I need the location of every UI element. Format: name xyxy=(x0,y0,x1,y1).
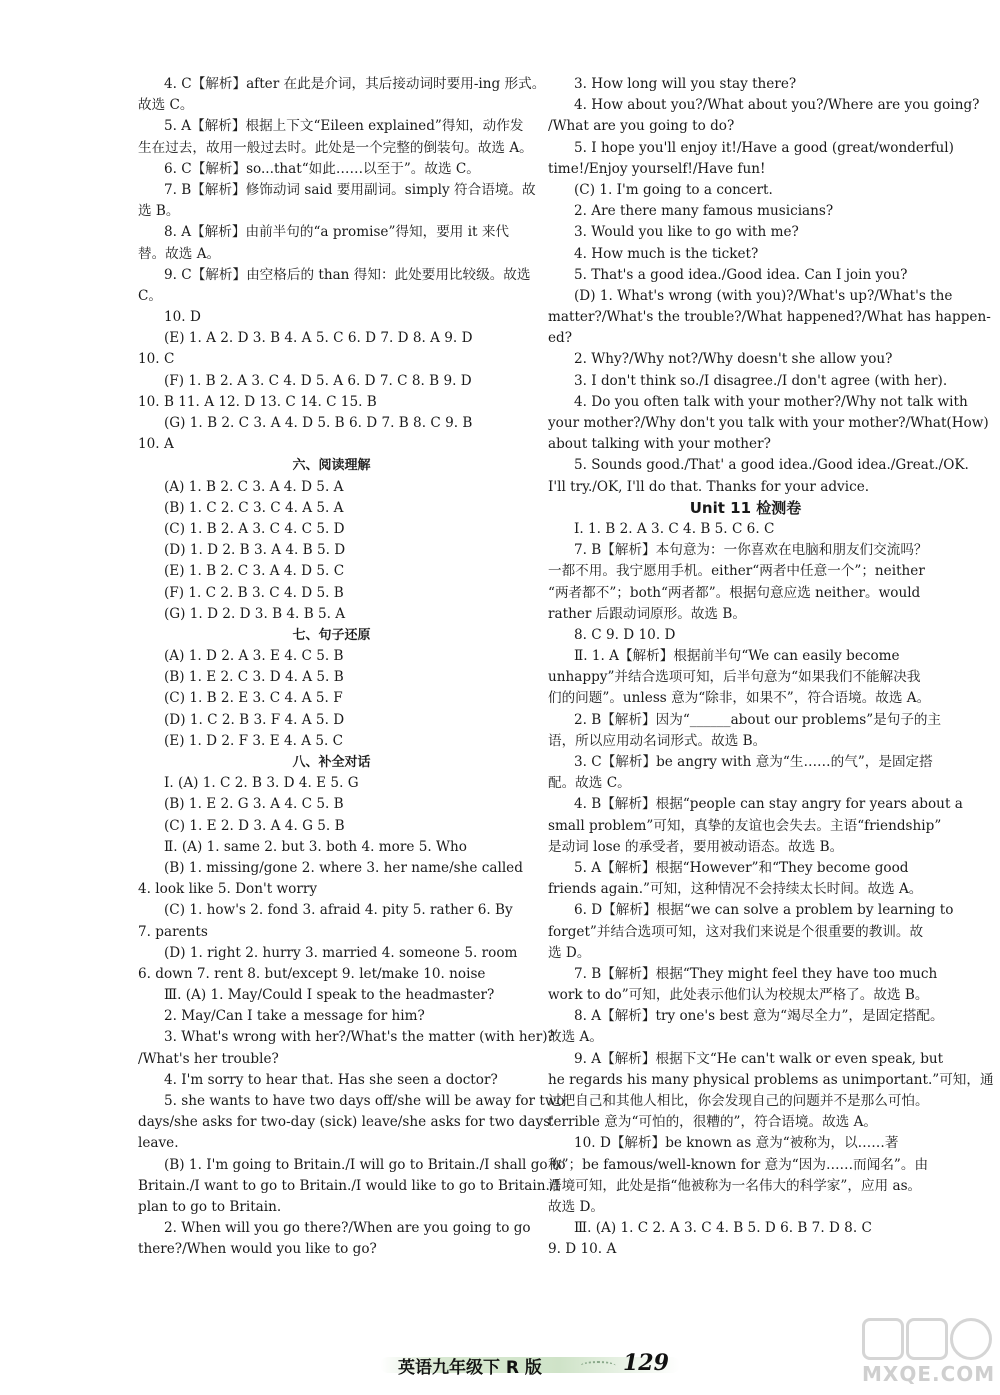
text-line: 10. D【解析】be known as 意为“被称为，以……著 xyxy=(574,1135,899,1152)
text-line: Ⅲ. (A) 1. C 2. A 3. C 4. B 5. D 6. B 7. D 8. C xyxy=(574,1220,872,1237)
text-line: Ⅰ. (A) 1. C 2. B 3. D 4. E 5. G xyxy=(164,775,359,792)
text-line: 8. A【解析】由前半句的“a promise”得知，要用 it 来代 xyxy=(164,224,510,241)
text-line: 4. look like 5. Don't worry xyxy=(138,881,318,898)
text-line: (C) 1. I'm going to a concert. xyxy=(574,181,773,198)
text-line: 10. C xyxy=(138,351,175,368)
text-line: Ⅰ. 1. B 2. A 3. C 4. B 5. C 6. C xyxy=(574,520,775,537)
watermark-mark xyxy=(906,1318,948,1360)
text-line: (B) 1. E 2. C 3. D 4. A 5. B xyxy=(164,669,344,686)
text-line: 8. A【解析】try one's best 意为“竭尽全力”，是固定搭配。 xyxy=(574,1008,944,1025)
text-line: 4. B【解析】根据“people can stay angry for years about a xyxy=(574,796,963,813)
text-line: 5. That's a good idea./Good idea. Can I join you? xyxy=(574,266,908,283)
text-line: 称”；be famous/well-known for 意为“因为……而闻名”。由 xyxy=(548,1156,929,1173)
text-line: (D) 1. D 2. B 3. A 4. B 5. D xyxy=(164,542,346,559)
text-line: 9. D 10. A xyxy=(548,1241,617,1258)
text-line: 8. C 9. D 10. D xyxy=(574,626,676,643)
text-line: 故选 C。 xyxy=(138,97,194,114)
text-line: 7. B【解析】修饰动词 said 要用副词。simply 符合语境。故 xyxy=(164,181,536,198)
text-line: 6. C【解析】so...that“如此……以至于”。故选 C。 xyxy=(164,160,480,177)
watermark-mark xyxy=(950,1318,992,1360)
text-line: there?/When would you like to go? xyxy=(138,1241,377,1258)
section-heading: 七、句子还原 xyxy=(292,627,371,643)
text-line: (C) 1. E 2. D 3. A 4. G 5. B xyxy=(164,817,345,834)
text-line: 2. Are there many famous musicians? xyxy=(574,203,834,220)
page-footer xyxy=(380,1351,680,1379)
text-line: I'll try./OK, I'll do that. Thanks for your advice. xyxy=(548,478,870,495)
text-line: (E) 1. D 2. F 3. E 4. A 5. C xyxy=(164,732,344,749)
text-line: (B) 1. C 2. C 3. C 4. A 5. A xyxy=(164,499,344,516)
text-line: (D) 1. What's wrong (with you)?/What's up?/What's the xyxy=(574,287,953,304)
text-line: days/she asks for two-day (sick) leave/she asks for two days' xyxy=(138,1114,554,1131)
text-line: 5. she wants to have two days off/she will be away for two xyxy=(164,1093,565,1109)
text-line: 7. parents xyxy=(138,923,208,940)
text-line: (F) 1. B 2. A 3. C 4. D 5. A 6. D 7. C 8. B 9. D xyxy=(164,372,472,389)
text-line: 2. B【解析】因为“______about our problems”是句子的主 xyxy=(574,711,942,728)
text-line: 过把自己和其他人相比，你会发现自己的问题并不是那么可怕。 xyxy=(548,1093,929,1109)
text-line: 10. B 11. A 12. D 13. C 14. C 15. B xyxy=(138,393,377,410)
text-line: plan to go to Britain. xyxy=(138,1198,282,1215)
text-line: 2. When will you go there?/When are you going to go xyxy=(164,1220,531,1237)
text-line: Ⅱ. 1. A【解析】根据前半句“We can easily become xyxy=(574,648,900,665)
text-line: (A) 1. B 2. C 3. A 4. D 5. A xyxy=(164,478,344,495)
footer-ornament xyxy=(580,1361,616,1371)
text-line: 3. I don't think so./I disagree./I don't agree (with her). xyxy=(574,372,948,389)
text-line: 2. May/Can I take a message for him? xyxy=(164,1008,425,1025)
text-line: “两者都不”；both“两者都”。根据句意应选 neither。would xyxy=(548,584,921,601)
watermark-url: MXQE.COM xyxy=(862,1362,996,1386)
text-line: ed? xyxy=(548,330,573,347)
footer-title: 英语九年级下 R 版 xyxy=(398,1358,542,1378)
text-line: leave. xyxy=(138,1135,179,1152)
text-line: friends again.”可知，这种情况不会持续太长时间。故选 A。 xyxy=(548,881,923,898)
text-line: 5. A【解析】根据“However”和“They become good xyxy=(574,859,909,876)
text-line: (D) 1. C 2. B 3. F 4. A 5. D xyxy=(164,711,345,728)
text-line: 们的问题”。unless 意为“除非，如果不”，符合语境。故选 A。 xyxy=(548,690,931,707)
text-line: 故选 D。 xyxy=(548,1198,605,1215)
text-line: 生在过去，故用一般过去时。此处是一个完整的倒装句。故选 A。 xyxy=(138,139,533,156)
text-line: unhappy”并结合选项可知，后半句意为“如果我们不能解决我 xyxy=(548,669,921,686)
text-line: (A) 1. D 2. A 3. E 4. C 5. B xyxy=(164,648,344,665)
text-line: (E) 1. A 2. D 3. B 4. A 5. C 6. D 7. D 8. A 9. D xyxy=(164,330,473,347)
text-line: /What's her trouble? xyxy=(138,1050,279,1067)
text-line: about talking with your mother? xyxy=(548,436,771,453)
text-line: 语，所以应用动名词形式。故选 B。 xyxy=(548,732,767,749)
text-line: 6. down 7. rent 8. but/except 9. let/make 10. noise xyxy=(138,965,486,982)
left-column xyxy=(138,74,566,1261)
text-line: 4. How much is the ticket? xyxy=(574,245,759,262)
text-line: 一都不用。我宁愿用手机。either“两者中任意一个”；neither xyxy=(548,563,925,580)
text-line: 7. B【解析】本句意为：一你喜欢在电脑和朋友们交流吗？ xyxy=(574,542,928,559)
text-line: 3. Would you like to go with me? xyxy=(574,224,799,241)
text-line: 故选 A。 xyxy=(548,1029,603,1046)
text-line: your mother?/Why don't you talk with your mother?/What(How) xyxy=(548,415,989,431)
right-column xyxy=(548,74,994,1261)
text-line: matter?/What's the trouble?/What happened?/What has happen- xyxy=(548,309,991,326)
text-line: 配。故选 C。 xyxy=(548,775,631,792)
text-line: C。 xyxy=(138,287,162,304)
text-line: small problem”可知，真挚的友谊也会失去。主语“friendship” xyxy=(548,817,942,834)
text-line: terrible 意为“可怕的，很糟的”，符合语境。故选 A。 xyxy=(548,1114,877,1131)
text-line: 3. What's wrong with her?/What's the matter (with her)? xyxy=(164,1029,555,1046)
text-line: (C) 1. how's 2. fond 3. afraid 4. pity 5. rather 6. By xyxy=(164,902,513,919)
text-line: Britain./I want to go to Britain./I would like to go to Britain./I xyxy=(138,1177,560,1194)
text-line: (B) 1. E 2. G 3. A 4. C 5. B xyxy=(164,796,344,813)
text-line: 4. Do you often talk with your mother?/Why not talk with xyxy=(574,393,968,410)
text-line: Ⅲ. (A) 1. May/Could I speak to the headmaster? xyxy=(164,987,495,1004)
text-line: 5. Sounds good./That' a good idea./Good idea./Great./OK. xyxy=(574,457,969,474)
text-line: rather 后跟动词原形。故选 B。 xyxy=(548,605,746,622)
text-line: 3. How long will you stay there? xyxy=(574,76,797,92)
section-heading: 六、阅读理解 xyxy=(292,458,371,474)
text-line: 6. D【解析】根据“we can solve a problem by learning to xyxy=(574,902,954,919)
text-line: 10. A xyxy=(138,436,174,453)
text-line: 语境可知，此处是指“他被称为一名伟大的科学家”，应用 as。 xyxy=(548,1177,922,1194)
text-line: 7. B【解析】根据“They might feel they have too much xyxy=(574,965,938,982)
text-line: Ⅱ. (A) 1. same 2. but 3. both 4. more 5. Who xyxy=(164,838,467,855)
text-line: 选 D。 xyxy=(548,944,591,961)
section-heading: Unit 11 检测卷 xyxy=(689,498,802,517)
text-line: he regards his many physical problems as unimportant.”可知，通 xyxy=(548,1071,994,1088)
text-line: (B) 1. missing/gone 2. where 3. her name/she called xyxy=(164,859,523,876)
text-line: work to do”可知，此处表示他们认为校规太严格了。故选 B。 xyxy=(548,987,929,1004)
text-line: 是动词 lose 的承受者，要用被动语态。故选 B。 xyxy=(548,838,844,855)
text-line: (G) 1. B 2. C 3. A 4. D 5. B 6. D 7. B 8. C 9. B xyxy=(164,415,473,431)
text-line: 5. A【解析】根据上下文“Eileen explained”得知，动作发 xyxy=(164,118,524,135)
text-line: time!/Enjoy yourself!/Have fun! xyxy=(548,160,766,177)
text-line: (D) 1. right 2. hurry 3. married 4. someone 5. room xyxy=(164,944,518,961)
text-line: forget”并结合选项可知，这对我们来说是个很重要的教训。故 xyxy=(548,923,924,940)
text-line: (C) 1. B 2. E 3. C 4. A 5. F xyxy=(164,690,343,707)
text-line: 4. C【解析】after 在此是介词，其后接动词时要用-ing 形式。 xyxy=(164,76,546,92)
text-line: 3. C【解析】be angry with 意为“生……的气”，是固定搭 xyxy=(574,754,933,770)
text-line: 4. I'm sorry to hear that. Has she seen a doctor? xyxy=(164,1071,498,1088)
text-line: 5. I hope you'll enjoy it!/Have a good (great/wonderful) xyxy=(574,139,954,156)
watermark-logo xyxy=(862,1318,996,1390)
page-number: 129 xyxy=(623,1350,669,1376)
text-line: 4. How about you?/What about you?/Where are you going? xyxy=(574,97,980,114)
text-line: /What are you going to do? xyxy=(548,118,735,135)
watermark-mark xyxy=(862,1318,904,1360)
text-line: 2. Why?/Why not?/Why doesn't she allow you? xyxy=(574,351,893,368)
text-line: 9. A【解析】根据下文“He can't walk or even speak, but xyxy=(574,1050,944,1067)
text-line: (F) 1. C 2. B 3. C 4. D 5. B xyxy=(164,584,344,601)
text-line: 9. C【解析】由空格后的 than 得知：此处要用比较级。故选 xyxy=(164,266,531,283)
text-line: 10. D xyxy=(164,309,201,326)
text-line: (G) 1. D 2. D 3. B 4. B 5. A xyxy=(164,605,346,622)
text-line: (B) 1. I'm going to Britain./I will go to Britain./I shall go to xyxy=(164,1156,566,1173)
text-line: (C) 1. B 2. A 3. C 4. C 5. D xyxy=(164,520,345,537)
text-line: 选 B。 xyxy=(138,203,180,220)
section-heading: 八、补全对话 xyxy=(292,755,371,770)
text-line: (E) 1. B 2. C 3. A 4. D 5. C xyxy=(164,563,345,580)
text-line: 替。故选 A。 xyxy=(138,245,221,262)
